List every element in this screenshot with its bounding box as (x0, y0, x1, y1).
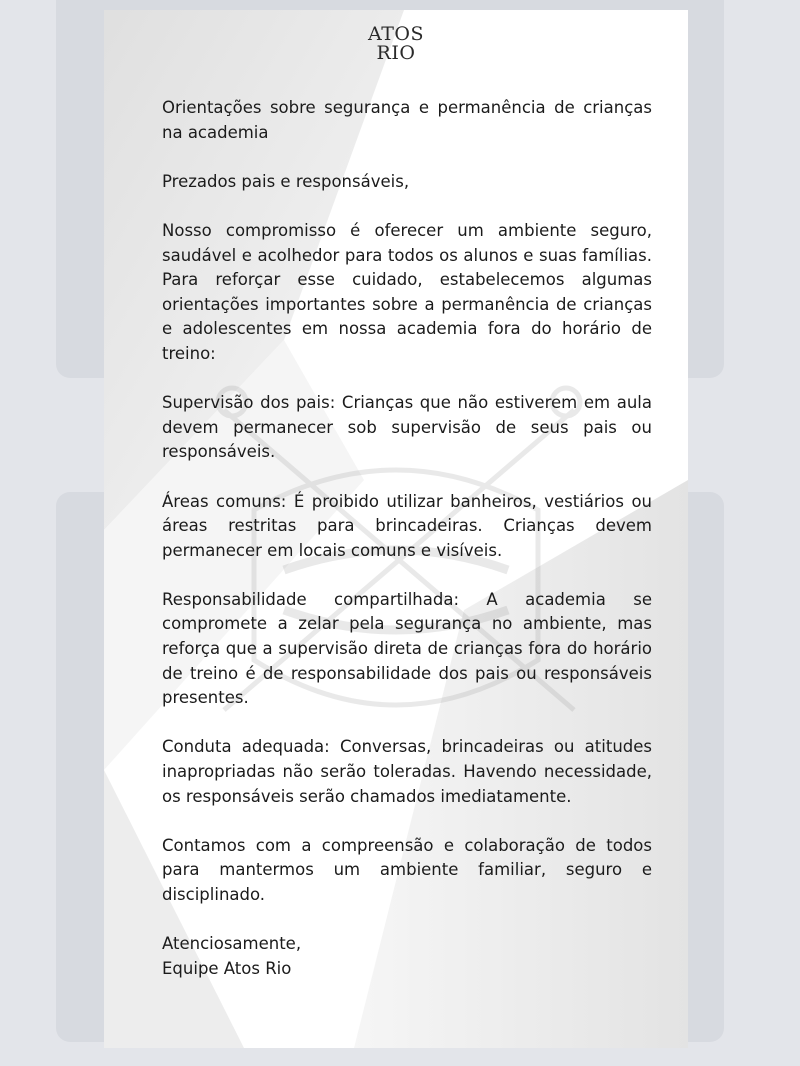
signoff: Atenciosamente, (162, 934, 302, 954)
intro-paragraph: Nosso compromisso é oferecer um ambiente seguro, saudável e acolhedor para todos os alunos e suas famílias. Para reforçar esse cuidado, estabelecemos algumas orientações importantes sobre a permanência de crianças e adolescentes em nossa academia fora do horário de treino: (162, 220, 652, 363)
document-title: Orientações sobre segurança e permanência de crianças na academia (162, 98, 652, 142)
logo-line-2: RIO (376, 42, 416, 64)
guideline-conduct: Conduta adequada: Conversas, brincadeiras ou atitudes inapropriadas não serão toleradas. Havendo necessidade, os responsáveis serão chamados imediatamente. (162, 737, 652, 806)
signature: Equipe Atos Rio (162, 958, 292, 978)
guideline-shared-responsibility: Responsabilidade compartilhada: A academia se compromete a zelar pela segurança no ambiente, mas reforça que a supervisão direta de crianças fora do horário de treino é de responsabilidade dos pais ou responsáveis presentes. (162, 589, 652, 708)
guideline-common-areas: Áreas comuns: É proibido utilizar banheiros, vestiários ou áreas restritas para brincadeiras. Crianças devem permanecer em locais comuns e visíveis. (162, 491, 652, 560)
document-sheet (104, 10, 688, 1048)
document-body (162, 96, 652, 981)
logo-line-1: ATOS (368, 23, 424, 45)
closing-paragraph: Contamos com a compreensão e colaboração de todos para mantermos um ambiente familiar, seguro e disciplinado. (162, 835, 652, 904)
greeting: Prezados pais e responsáveis, (162, 171, 410, 191)
guideline-supervision: Supervisão dos pais: Crianças que não estiverem em aula devem permanecer sob supervisão de seus pais ou responsáveis. (162, 393, 652, 462)
atos-rio-logo (104, 25, 688, 63)
